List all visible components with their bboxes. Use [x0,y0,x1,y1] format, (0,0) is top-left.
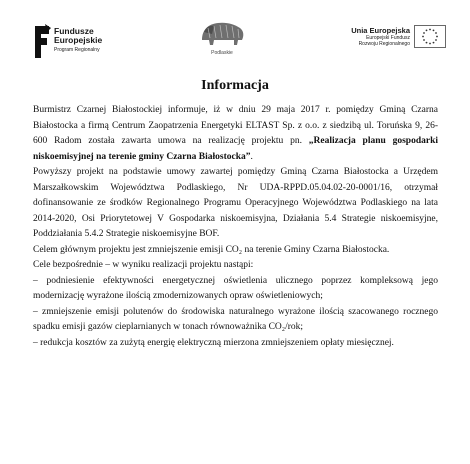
podlaskie-logo [186,18,258,62]
fe-logo-line3: Program Regionalny [54,47,100,53]
podlaskie-caption: Podlaskie [211,50,233,56]
eu-flag-icon [414,25,446,48]
list-item-emissions: – zmniejszenie emisji polutenów do środowiska naturalnego wyrażone ilością szacowanego rocznego spadku emisji gazów cieplarnianych w tonach równoważnika CO₂/rok; [33,306,438,332]
project-name: „Realizacja planu gospodarki niskoemisyjnej na terenie gminy Czarna Białostocka” [33,136,438,162]
logo-bar [0,0,470,70]
paragraph-main-goal: Celem głównym projektu jest zmniejszenie emisji CO₂ na terenie Gminy Czarna Białostocka. [33,244,390,255]
fundusze-europejskie-mark-icon [33,24,51,60]
paragraph-intro: Burmistrz Czarnej Białostockiej informuje, iż w dniu 29 maja 2017 r. pomiędzy Gminą Czarna Białostocka a firmą Centrum Zaopatrzenia Energetyki ELTAST Sp. z o.o. z siedzibą ul. Toruńska 9, 26-600 Radom została zawarta umowa na realizację projektu pn. „Realizacja planu gospodarki niskoemisyjnej na terenie gminy Czarna Białostocka”. [33,105,438,162]
ue-logo-line1: Unia Europejska [351,26,410,35]
ue-logo-line2: Europejski Fundusz [366,35,410,41]
fundusze-europejskie-logo [33,24,133,60]
document-body [33,103,438,351]
paragraph-direct-goals: Cele bezpośrednie – w wyniku realizacji projektu nastąpi: [33,260,254,270]
ue-logo-line3: Rozwoju Regionalnego [358,41,410,47]
page-title: Informacja [201,78,269,93]
bison-icon [198,18,246,48]
list-item-costs: – redukcja kosztów za zużytą energię elektryczną mierzona zmniejszeniem opłaty miesięcznej. [33,337,394,348]
fe-logo-line1: Fundusze [54,26,94,36]
fe-logo-line2: Europejskie [54,35,103,45]
unia-europejska-logo [336,24,446,64]
list-item-lighting: – podniesienie efektywności energetycznej oświetlenia ulicznego poprzez kompleksową jego modernizację wyrażone ilością zmodernizowanych opraw oświetleniowych; [33,275,438,301]
paragraph-funding: Powyższy projekt na podstawie umowy zawartej pomiędzy Gminą Czarna Białostocka a Urzędem Marszałkowskim Województwa Podlaskiego, Nr UDA-RPPD.05.04.02-20-0001/16, otrzymał dofinansowanie ze środków Regionalnego Programu Operacyjnego Województwa Podlaskiego na lata 2014-2020, Osi Priorytetowej V Gospodarka niskoemisyjna, Działania 5.4 Strategie niskoemisyjne, Poddziałania 5.4.2 Strategie niskoemisyjne BOF. [33,167,438,239]
